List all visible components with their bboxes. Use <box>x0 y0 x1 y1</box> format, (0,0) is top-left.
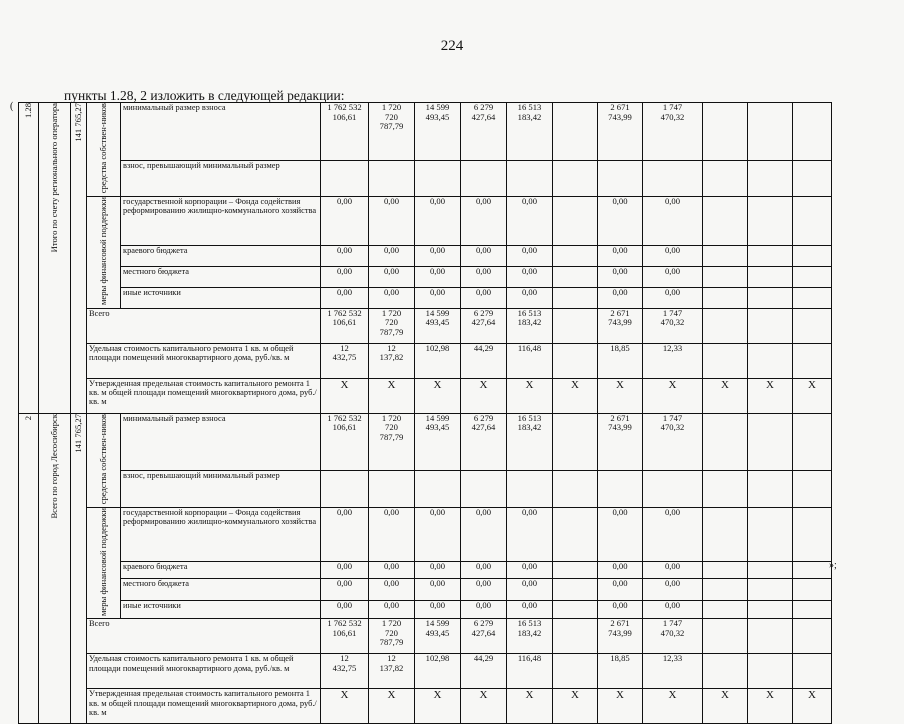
value-cell <box>703 561 748 578</box>
value-cell <box>748 160 793 196</box>
value-cell <box>793 561 832 578</box>
value-cell: 6 279 427,64 <box>461 619 507 654</box>
value-cell: 1 762 532 106,61 <box>321 619 369 654</box>
value-cell <box>793 287 832 308</box>
table-row <box>19 266 832 287</box>
value-cell <box>793 619 832 654</box>
value-cell <box>748 654 793 689</box>
value-cell: 1 747 470,32 <box>643 619 703 654</box>
value-cell <box>553 308 598 343</box>
closing-quote-mark: »; <box>829 560 837 571</box>
block-name <box>39 103 71 414</box>
value-cell: 116,48 <box>507 654 553 689</box>
value-cell <box>703 287 748 308</box>
value-cell: X <box>321 378 369 413</box>
value-cell <box>703 578 748 600</box>
value-cell: 0,00 <box>461 196 507 245</box>
value-cell: 44,29 <box>461 654 507 689</box>
value-cell: 0,00 <box>321 196 369 245</box>
row-label: государственной корпорации – Фонда содействия реформированию жилищно-коммунального хозяйства <box>121 196 321 245</box>
value-cell <box>553 578 598 600</box>
value-cell: X <box>643 689 703 724</box>
block-index-text: 1.28 <box>22 103 33 119</box>
group-support-text: меры финансовой поддержки <box>97 507 108 616</box>
value-cell: 0,00 <box>507 600 553 619</box>
value-cell: 6 279 427,64 <box>461 103 507 161</box>
block-name-text: Всего по город Лесосибирск <box>48 413 59 519</box>
value-cell <box>461 471 507 507</box>
value-cell: 0,00 <box>598 578 643 600</box>
value-cell <box>369 160 415 196</box>
value-cell: 16 513 183,42 <box>507 413 553 471</box>
value-cell <box>748 287 793 308</box>
value-cell: 116,48 <box>507 343 553 378</box>
value-cell <box>748 196 793 245</box>
value-cell: 0,00 <box>507 507 553 561</box>
value-cell <box>553 287 598 308</box>
value-cell: 0,00 <box>321 561 369 578</box>
table-row <box>19 619 832 654</box>
table-row <box>19 413 832 471</box>
block-index <box>19 413 39 724</box>
value-cell: X <box>507 689 553 724</box>
value-cell: 0,00 <box>461 266 507 287</box>
value-cell: 0,00 <box>415 245 461 266</box>
value-cell: X <box>598 689 643 724</box>
value-cell: X <box>748 689 793 724</box>
row-label: местного бюджета <box>121 266 321 287</box>
value-cell: X <box>703 378 748 413</box>
value-cell: 0,00 <box>415 266 461 287</box>
value-cell <box>415 471 461 507</box>
value-cell: 0,00 <box>321 507 369 561</box>
value-cell: 0,00 <box>321 600 369 619</box>
value-cell <box>748 413 793 471</box>
value-cell <box>703 343 748 378</box>
value-cell <box>703 654 748 689</box>
value-cell: X <box>415 689 461 724</box>
value-cell <box>793 266 832 287</box>
row-label: Утвержденная предельная стоимость капитального ремонта 1 кв. м общей площади помещений многоквартирного дома, руб./кв. м <box>87 689 321 724</box>
value-cell <box>748 343 793 378</box>
row-label: краевого бюджета <box>121 245 321 266</box>
value-cell: X <box>643 378 703 413</box>
value-cell: 0,00 <box>643 600 703 619</box>
table-row <box>19 245 832 266</box>
table-row <box>19 600 832 619</box>
value-cell: 1 720 720 787,79 <box>369 308 415 343</box>
value-cell <box>793 654 832 689</box>
value-cell <box>793 507 832 561</box>
value-cell <box>748 619 793 654</box>
value-cell: X <box>507 378 553 413</box>
value-cell: 0,00 <box>598 287 643 308</box>
value-cell: 12 432,75 <box>321 654 369 689</box>
value-cell: 0,00 <box>415 561 461 578</box>
value-cell: 0,00 <box>321 245 369 266</box>
value-cell: X <box>703 689 748 724</box>
value-cell: X <box>553 689 598 724</box>
table-row <box>19 689 832 724</box>
value-cell <box>793 471 832 507</box>
row-label: Всего <box>87 308 321 343</box>
table-row <box>19 343 832 378</box>
value-cell: 6 279 427,64 <box>461 308 507 343</box>
value-cell: 0,00 <box>461 578 507 600</box>
value-cell: 0,00 <box>507 266 553 287</box>
table-row <box>19 471 832 507</box>
group-support-text: меры финансовой поддержки <box>97 196 108 305</box>
value-cell: 0,00 <box>461 287 507 308</box>
table-row <box>19 561 832 578</box>
value-cell <box>748 507 793 561</box>
value-cell <box>703 600 748 619</box>
value-cell: 1 720 720 787,79 <box>369 413 415 471</box>
value-cell <box>553 600 598 619</box>
value-cell <box>507 160 553 196</box>
table-row <box>19 103 832 161</box>
value-cell <box>553 654 598 689</box>
value-cell: 0,00 <box>598 245 643 266</box>
value-cell <box>748 578 793 600</box>
value-cell: 1 747 470,32 <box>643 308 703 343</box>
value-cell: 1 762 532 106,61 <box>321 413 369 471</box>
value-cell <box>748 600 793 619</box>
group-own-funds <box>87 413 121 507</box>
value-cell <box>793 103 832 161</box>
value-cell <box>793 600 832 619</box>
block-name-text: Итого по счету регионального оператора <box>48 103 59 253</box>
value-cell <box>793 578 832 600</box>
value-cell: 12 137,82 <box>369 654 415 689</box>
value-cell: 0,00 <box>507 287 553 308</box>
value-cell: 14 599 493,45 <box>415 413 461 471</box>
row-label: иные источники <box>121 600 321 619</box>
value-cell: 2 671 743,99 <box>598 619 643 654</box>
value-cell: 1 747 470,32 <box>643 103 703 161</box>
table-row <box>19 160 832 196</box>
table-row <box>19 378 832 413</box>
value-cell <box>643 471 703 507</box>
value-cell: 0,00 <box>643 578 703 600</box>
value-cell: 0,00 <box>369 266 415 287</box>
group-own-funds-text: средства собствен-ников <box>97 103 108 194</box>
value-cell <box>553 471 598 507</box>
value-cell <box>793 343 832 378</box>
value-cell: 0,00 <box>507 196 553 245</box>
value-cell <box>553 413 598 471</box>
value-cell: 12 137,82 <box>369 343 415 378</box>
value-cell: 16 513 183,42 <box>507 619 553 654</box>
row-label: иные источники <box>121 287 321 308</box>
block-area-text: 141 765,27 <box>72 413 83 453</box>
value-cell <box>793 160 832 196</box>
table-row <box>19 507 832 561</box>
value-cell: X <box>369 689 415 724</box>
value-cell: 12 432,75 <box>321 343 369 378</box>
value-cell: 0,00 <box>598 196 643 245</box>
value-cell: 0,00 <box>643 245 703 266</box>
block-index-text: 2 <box>22 416 33 421</box>
table-row <box>19 578 832 600</box>
value-cell <box>703 245 748 266</box>
value-cell: 0,00 <box>461 561 507 578</box>
value-cell: 1 720 720 787,79 <box>369 619 415 654</box>
value-cell: 0,00 <box>369 561 415 578</box>
value-cell <box>703 471 748 507</box>
value-cell <box>793 413 832 471</box>
value-cell: 0,00 <box>643 287 703 308</box>
value-cell: 0,00 <box>461 600 507 619</box>
group-own-funds <box>87 103 121 197</box>
value-cell: X <box>748 378 793 413</box>
value-cell <box>748 103 793 161</box>
value-cell: 1 720 720 787,79 <box>369 103 415 161</box>
table-row <box>19 308 832 343</box>
row-label: взнос, превышающий минимальный размер <box>121 471 321 507</box>
value-cell: 0,00 <box>507 561 553 578</box>
value-cell <box>703 413 748 471</box>
row-label: Удельная стоимость капитального ремонта 1 кв. м общей площади помещений многоквартирного дома, руб./кв. м <box>87 654 321 689</box>
value-cell: 18,85 <box>598 654 643 689</box>
intro-text: пункты 1.28, 2 изложить в следующей редакции: <box>64 88 345 103</box>
value-cell: 0,00 <box>321 578 369 600</box>
value-cell <box>553 619 598 654</box>
block-area <box>71 103 87 414</box>
value-cell: 6 279 427,64 <box>461 413 507 471</box>
value-cell <box>748 308 793 343</box>
value-cell: 0,00 <box>643 196 703 245</box>
value-cell: 0,00 <box>369 578 415 600</box>
value-cell: 102,98 <box>415 654 461 689</box>
value-cell: 0,00 <box>598 561 643 578</box>
value-cell <box>415 160 461 196</box>
value-cell: 102,98 <box>415 343 461 378</box>
left-margin-mark: ( <box>10 101 14 112</box>
value-cell: 1 762 532 106,61 <box>321 308 369 343</box>
value-cell <box>703 103 748 161</box>
row-label: местного бюджета <box>121 578 321 600</box>
value-cell: X <box>793 378 832 413</box>
value-cell: 2 671 743,99 <box>598 103 643 161</box>
value-cell: 0,00 <box>369 287 415 308</box>
row-label: краевого бюджета <box>121 561 321 578</box>
value-cell: 0,00 <box>415 600 461 619</box>
value-cell <box>703 619 748 654</box>
value-cell <box>703 196 748 245</box>
value-cell: 14 599 493,45 <box>415 619 461 654</box>
value-cell <box>703 308 748 343</box>
value-cell <box>703 507 748 561</box>
value-cell: 16 513 183,42 <box>507 308 553 343</box>
group-own-funds-text: средства собствен-ников <box>97 413 108 504</box>
value-cell: 14 599 493,45 <box>415 103 461 161</box>
value-cell: 0,00 <box>643 507 703 561</box>
value-cell <box>553 196 598 245</box>
block-area <box>71 413 87 724</box>
value-cell: X <box>321 689 369 724</box>
value-cell <box>748 561 793 578</box>
row-label: Всего <box>87 619 321 654</box>
value-cell <box>461 160 507 196</box>
value-cell <box>703 266 748 287</box>
value-cell: 0,00 <box>461 507 507 561</box>
value-cell: 0,00 <box>598 266 643 287</box>
value-cell <box>748 471 793 507</box>
table-row <box>19 287 832 308</box>
value-cell: 0,00 <box>321 287 369 308</box>
row-label: Утвержденная предельная стоимость капитального ремонта 1 кв. м общей площади помещений многоквартирного дома, руб./кв. м <box>87 378 321 413</box>
value-cell <box>793 245 832 266</box>
value-cell: X <box>461 689 507 724</box>
group-support <box>87 196 121 308</box>
value-cell <box>553 103 598 161</box>
page-number: 224 <box>440 38 464 54</box>
value-cell: 2 671 743,99 <box>598 413 643 471</box>
value-cell: 0,00 <box>369 196 415 245</box>
value-cell <box>321 160 369 196</box>
value-cell: 0,00 <box>415 507 461 561</box>
value-cell: 0,00 <box>643 266 703 287</box>
value-cell: X <box>793 689 832 724</box>
value-cell: X <box>415 378 461 413</box>
block-area-text: 141 765,27 <box>72 103 83 142</box>
value-cell: X <box>598 378 643 413</box>
value-cell <box>553 561 598 578</box>
value-cell <box>748 245 793 266</box>
value-cell: 12,33 <box>643 654 703 689</box>
value-cell: 2 671 743,99 <box>598 308 643 343</box>
value-cell <box>598 471 643 507</box>
value-cell: 14 599 493,45 <box>415 308 461 343</box>
value-cell: 0,00 <box>507 245 553 266</box>
row-label: взнос, превышающий минимальный размер <box>121 160 321 196</box>
value-cell <box>553 266 598 287</box>
block-name <box>39 413 71 724</box>
group-support <box>87 507 121 619</box>
value-cell <box>643 160 703 196</box>
row-label: минимальный размер взноса <box>121 413 321 471</box>
value-cell: 0,00 <box>415 287 461 308</box>
value-cell: 1 762 532 106,61 <box>321 103 369 161</box>
value-cell: 0,00 <box>415 196 461 245</box>
table-row <box>19 654 832 689</box>
value-cell: 44,29 <box>461 343 507 378</box>
row-label: Удельная стоимость капитального ремонта 1 кв. м общей площади помещений многоквартирного дома, руб./кв. м <box>87 343 321 378</box>
value-cell: 0,00 <box>369 507 415 561</box>
capital-repair-table <box>18 102 832 724</box>
block-index <box>19 103 39 414</box>
value-cell <box>553 343 598 378</box>
value-cell: X <box>553 378 598 413</box>
value-cell <box>748 266 793 287</box>
value-cell <box>369 471 415 507</box>
value-cell: 0,00 <box>643 561 703 578</box>
value-cell <box>793 196 832 245</box>
value-cell: 1 747 470,32 <box>643 413 703 471</box>
value-cell: 12,33 <box>643 343 703 378</box>
value-cell <box>553 507 598 561</box>
value-cell: 0,00 <box>321 266 369 287</box>
value-cell: 0,00 <box>369 245 415 266</box>
value-cell: 18,85 <box>598 343 643 378</box>
value-cell <box>598 160 643 196</box>
value-cell: 0,00 <box>461 245 507 266</box>
value-cell: 0,00 <box>598 507 643 561</box>
value-cell: 0,00 <box>507 578 553 600</box>
row-label: минимальный размер взноса <box>121 103 321 161</box>
value-cell <box>703 160 748 196</box>
table-row <box>19 196 832 245</box>
value-cell <box>793 308 832 343</box>
value-cell: 16 513 183,42 <box>507 103 553 161</box>
value-cell: X <box>461 378 507 413</box>
value-cell: 0,00 <box>598 600 643 619</box>
value-cell: X <box>369 378 415 413</box>
value-cell <box>321 471 369 507</box>
value-cell: 0,00 <box>415 578 461 600</box>
value-cell: 0,00 <box>369 600 415 619</box>
row-label: государственной корпорации – Фонда содействия реформированию жилищно-коммунального хозяйства <box>121 507 321 561</box>
value-cell <box>553 245 598 266</box>
value-cell <box>553 160 598 196</box>
value-cell <box>507 471 553 507</box>
